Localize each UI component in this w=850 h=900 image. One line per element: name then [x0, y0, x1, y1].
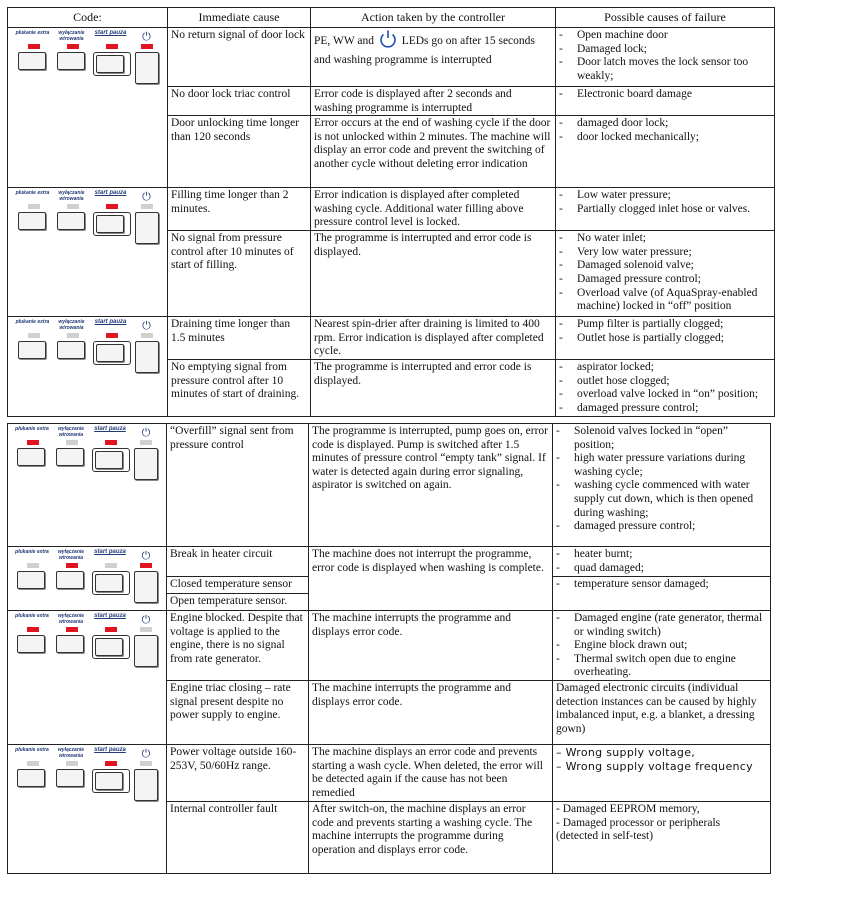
- action-cell: The machine displays an error code and prevents starting a wash cycle. When deleted, the error will be detected again if the cause has not been remedied: [309, 745, 553, 802]
- cause-cell: Power voltage outside 160-253V, 50/60Hz range.: [167, 745, 309, 802]
- code-cell: [8, 317, 168, 417]
- cause-cell: Engine triac closing – rate signal present despite no power supply to engine.: [167, 681, 309, 745]
- power-button-group: [134, 748, 158, 801]
- power-button: [134, 571, 158, 603]
- cause-cell: Engine blocked. Despite that voltage is applied to the engine, there is no signal from rate generator.: [167, 611, 309, 681]
- extra-rinse-button-group: [17, 614, 49, 653]
- cause-cell: Door unlocking time longer than 120 seconds: [168, 116, 311, 188]
- button-label: start pauza: [94, 190, 127, 197]
- led-on-indicator: [106, 333, 118, 338]
- spin-off-button: [57, 341, 85, 359]
- failure-cell: [553, 745, 771, 802]
- extra-rinse-button: [18, 341, 46, 359]
- led-on-indicator: [27, 440, 39, 445]
- failure-item: - Overload valve (of AquaSpray-enabled machine) locked in “off” position: [559, 287, 771, 314]
- action-cell: The programme is interrupted and error code is displayed.: [311, 360, 556, 417]
- failure-item: - Solenoid valves locked in “open” position;: [556, 425, 767, 452]
- code-cell: [8, 188, 168, 317]
- extra-rinse-button: [17, 635, 45, 653]
- led-on-indicator: [105, 627, 117, 632]
- button-label: start pauza: [94, 613, 126, 619]
- button-label: start pauza: [94, 549, 126, 555]
- power-icon: ⏻: [142, 30, 151, 43]
- led-off-indicator: [27, 761, 39, 766]
- failure-item: - Damaged pressure control;: [559, 273, 771, 287]
- led-on-indicator: [66, 563, 78, 568]
- start-pause-button-group: [96, 31, 128, 76]
- power-button: [134, 448, 158, 480]
- action-cell: The machine interrupts the programme and displays error code.: [309, 681, 553, 745]
- failure-item: - Damaged solenoid valve;: [559, 259, 771, 273]
- failure-cell: [556, 231, 775, 317]
- extra-rinse-button: [18, 212, 46, 230]
- failure-line: – Wrong supply voltage,: [556, 746, 696, 759]
- start-pause-button: [96, 215, 124, 233]
- control-panel: [13, 318, 163, 378]
- failure-cell: [556, 28, 775, 87]
- cause-text: Closed temperature sensor: [167, 577, 308, 594]
- button-label: wyłączanie wirowania: [57, 747, 85, 759]
- led-off-indicator: [140, 761, 152, 766]
- failure-item: - Damaged engine (rate generator, thermal or winding switch): [556, 612, 767, 639]
- cause-cell: Draining time longer than 1.5 minutes: [168, 317, 311, 360]
- start-pause-button-group: [95, 614, 127, 659]
- extra-rinse-button: [17, 448, 45, 466]
- start-pause-button: [96, 55, 124, 73]
- extra-rinse-button: [17, 769, 45, 787]
- extra-rinse-button: [17, 571, 45, 589]
- start-pause-button-group: [95, 427, 127, 472]
- power-button: [135, 212, 159, 244]
- power-button-group: [135, 31, 159, 84]
- spin-off-button-group: [56, 614, 88, 653]
- action-text: PE, WW and: [314, 35, 374, 47]
- extra-rinse-button: [18, 52, 46, 70]
- failure-line: - Damaged EEPROM memory,: [556, 803, 700, 815]
- failure-list: [556, 425, 767, 534]
- spin-off-button-group: [57, 191, 89, 230]
- error-table-1: [7, 7, 775, 417]
- failure-item: - high water pressure variations during washing cycle;: [556, 452, 767, 479]
- button-label: start pauza: [94, 426, 126, 432]
- start-pause-button: [95, 772, 123, 790]
- failure-list: [559, 88, 771, 102]
- failure-cell: [553, 802, 771, 874]
- failure-list: [556, 548, 767, 575]
- button-label: wyłączanie wirowania: [58, 190, 85, 202]
- power-icon: ⏻: [141, 426, 151, 439]
- code-cell: [8, 611, 167, 745]
- table-row: [8, 611, 771, 681]
- action-cell: Error indication is displayed after completed washing cycle. Additional water filling above pressure control level is locked.: [311, 188, 556, 231]
- table-row: [8, 745, 771, 802]
- cause-cell: Filling time longer than 2 minutes.: [168, 188, 311, 231]
- cause-cell: No return signal of door lock: [168, 28, 311, 87]
- failure-item: - damaged pressure control;: [556, 520, 767, 534]
- power-button: [135, 52, 159, 84]
- control-panel: [12, 548, 162, 608]
- failure-list: [559, 318, 771, 345]
- cause-cell: No door lock triac control: [168, 87, 311, 116]
- start-pause-button-group: [96, 191, 128, 236]
- cause-cell: No signal from pressure control after 10 minutes of start of filling.: [168, 231, 311, 317]
- led-on-indicator: [140, 563, 152, 568]
- start-pause-frame: [93, 341, 131, 365]
- action-cell: The programme is interrupted, pump goes on, error code is displayed. Pump is switched after 1.5 minutes of pressure control “empty tank” signal. If water is detected again during error signaling, aspirator is switched on again.: [309, 424, 553, 547]
- cause-cell: [167, 577, 309, 611]
- led-on-indicator: [28, 44, 40, 49]
- power-button-group: [134, 614, 158, 667]
- button-label: płukanie extra: [15, 613, 49, 619]
- failure-cell: [556, 188, 775, 231]
- failure-cell: [553, 424, 771, 547]
- power-button-group: [135, 320, 159, 373]
- failure-list: [559, 189, 771, 216]
- table-row: [8, 317, 775, 360]
- button-label: płukanie extra: [15, 426, 49, 432]
- button-label: płukanie extra: [15, 747, 49, 753]
- led-on-indicator: [105, 761, 117, 766]
- action-cell: Error occurs at the end of washing cycle if the door is not unlocked within 2 minutes. The machine will display an error code and prevent the switching of another cycle without deleting error indication: [311, 116, 556, 188]
- start-pause-frame: [92, 635, 130, 659]
- header-action: Action taken by the controller: [311, 8, 556, 28]
- control-panel: [12, 746, 162, 806]
- failure-item: - Door latch moves the lock sensor too weakly;: [559, 56, 771, 83]
- failure-list: [556, 612, 767, 680]
- power-button-group: [135, 191, 159, 244]
- led-on-indicator: [66, 627, 78, 632]
- led-on-indicator: [105, 440, 117, 445]
- start-pause-button: [95, 574, 123, 592]
- code-cell: [8, 745, 167, 874]
- extra-rinse-button-group: [17, 748, 49, 787]
- led-off-indicator: [140, 627, 152, 632]
- failure-cell: [556, 87, 775, 116]
- button-label: start pauza: [94, 747, 126, 753]
- failure-cell: [556, 317, 775, 360]
- start-pause-frame: [93, 212, 131, 236]
- code-cell: [8, 547, 167, 611]
- failure-line: - Damaged processor or peripherals: [556, 816, 721, 829]
- power-button: [134, 769, 158, 801]
- led-on-indicator: [141, 44, 153, 49]
- power-icon: ⏻: [142, 190, 151, 204]
- control-panel: [12, 612, 162, 672]
- start-pause-frame: [92, 448, 130, 472]
- spin-off-button: [56, 769, 84, 787]
- start-pause-button-group: [96, 320, 128, 365]
- code-cell: [8, 424, 167, 547]
- failure-cell: [556, 116, 775, 188]
- action-cell: Nearest spin-drier after draining is limited to 400 rpm. Error indication is displayed after completed cycle.: [311, 317, 556, 360]
- led-off-indicator: [141, 333, 153, 338]
- failure-item: - Electronic board damage: [559, 88, 771, 102]
- table-row: [8, 547, 771, 577]
- led-off-indicator: [28, 204, 40, 209]
- start-pause-button: [96, 344, 124, 362]
- spin-off-button-group: [57, 31, 89, 70]
- led-off-indicator: [141, 204, 153, 209]
- cause-cell: Internal controller fault: [167, 802, 309, 874]
- table-row: [8, 424, 771, 547]
- led-off-indicator: [66, 761, 78, 766]
- start-pause-frame: [92, 769, 130, 793]
- failure-item: - damaged door lock;: [559, 117, 771, 131]
- failure-item: - Engine block drawn out;: [556, 639, 767, 653]
- led-on-indicator: [67, 44, 79, 49]
- led-off-indicator: [27, 563, 39, 568]
- failure-item: - washing cycle commenced with water supply cut down, which is then opened during washing;: [556, 479, 767, 520]
- spin-off-button: [56, 448, 84, 466]
- failure-list: [559, 232, 771, 314]
- spin-off-button-group: [56, 550, 88, 589]
- header-code: Code:: [8, 8, 168, 28]
- button-label: wyłączanie wirowania: [57, 613, 85, 625]
- spin-off-button-group: [56, 427, 88, 466]
- start-pause-frame: [92, 571, 130, 595]
- control-panel: [13, 29, 163, 89]
- power-button-group: [134, 550, 158, 603]
- cause-cell: No emptying signal from pressure control after 10 minutes of start of draining.: [168, 360, 311, 417]
- failure-list: [556, 578, 767, 592]
- start-pause-button-group: [95, 550, 127, 595]
- action-cell: The programme is interrupted and error code is displayed.: [311, 231, 556, 317]
- failure-line: (detected in self-test): [556, 830, 654, 843]
- power-icon: ⏻: [141, 747, 151, 760]
- button-label: płukanie extra: [15, 30, 50, 36]
- button-label: płukanie extra: [15, 319, 50, 326]
- failure-item: - Very low water pressure;: [559, 246, 771, 260]
- action-cell: Error code is displayed after 2 seconds and washing programme is interrupted: [311, 87, 556, 116]
- header-immediate-cause: Immediate cause: [168, 8, 311, 28]
- start-pause-button: [95, 451, 123, 469]
- failure-item: - quad damaged;: [556, 562, 767, 576]
- start-pause-frame: [93, 52, 131, 76]
- led-off-indicator: [67, 333, 79, 338]
- led-off-indicator: [140, 440, 152, 445]
- button-label: wyłączanie wirowania: [58, 319, 85, 331]
- spin-off-button-group: [57, 320, 89, 359]
- failure-cell: [553, 547, 771, 577]
- led-on-indicator: [27, 627, 39, 632]
- error-table-2: [7, 423, 771, 874]
- action-cell: The machine does not interrupt the programme, error code is displayed when washing is complete.: [309, 547, 553, 611]
- spin-off-button: [57, 52, 85, 70]
- failure-item: - No water inlet;: [559, 232, 771, 246]
- button-label: płukanie extra: [15, 549, 49, 555]
- control-panel: [13, 189, 163, 249]
- start-pause-button-group: [95, 748, 127, 793]
- failure-item: - aspirator locked;: [559, 361, 771, 375]
- led-off-indicator: [66, 440, 78, 445]
- table-row: [8, 28, 775, 87]
- power-icon: ⏻: [142, 319, 151, 333]
- failure-cell: [553, 611, 771, 681]
- power-button: [135, 341, 159, 373]
- spin-off-button: [56, 635, 84, 653]
- table-row: [8, 188, 775, 231]
- power-icon: ⏻: [141, 549, 151, 562]
- failure-item: - Low water pressure;: [559, 189, 771, 203]
- failure-list: [559, 117, 771, 144]
- extra-rinse-button-group: [15, 30, 50, 70]
- failure-item: - temperature sensor damaged;: [556, 578, 767, 592]
- power-button: [134, 635, 158, 667]
- button-label: wyłączanie wirowania: [57, 549, 85, 561]
- header-failure-causes: Possible causes of failure: [556, 8, 775, 28]
- action-cell: [311, 28, 556, 87]
- failure-cell: [556, 360, 775, 417]
- spin-off-button: [56, 571, 84, 589]
- spin-off-button: [57, 212, 85, 230]
- action-cell: After switch-on, the machine displays an error code and prevents starting a washing cycle. The machine interrupts the programme during operation and displays error code.: [309, 802, 553, 874]
- extra-rinse-button-group: [15, 319, 50, 359]
- action-text: LEDs go on after 15 seconds and washing programme is interrupted: [314, 35, 535, 66]
- extra-rinse-button-group: [17, 427, 49, 466]
- power-icon: ⏻: [141, 613, 151, 626]
- control-panel: [12, 425, 162, 485]
- code-cell: [8, 28, 168, 188]
- power-icon: [377, 29, 399, 54]
- failure-cell: [553, 577, 771, 611]
- failure-item: - heater burnt;: [556, 548, 767, 562]
- led-off-indicator: [28, 333, 40, 338]
- led-off-indicator: [105, 563, 117, 568]
- failure-item: - damaged pressure control;: [559, 402, 771, 416]
- power-button-group: [134, 427, 158, 480]
- failure-line: – Wrong supply voltage frequency: [556, 759, 753, 773]
- failure-item: - door locked mechanically;: [559, 131, 771, 145]
- cause-cell: “Overfill” signal sent from pressure control: [167, 424, 309, 547]
- failure-item: - Open machine door: [559, 29, 771, 43]
- extra-rinse-button-group: [15, 190, 50, 230]
- failure-item: - Thermal switch open due to engine overheating.: [556, 653, 767, 680]
- failure-item: - Partially clogged inlet hose or valves.: [559, 203, 771, 217]
- button-label: wyłączanie wirowania: [57, 426, 85, 438]
- button-label: płukanie extra: [15, 190, 50, 197]
- cause-cell: Break in heater circuit: [167, 547, 309, 577]
- led-on-indicator: [106, 204, 118, 209]
- failure-item: - overload valve locked in “on” position;: [559, 388, 771, 402]
- extra-rinse-button-group: [17, 550, 49, 589]
- led-on-indicator: [106, 44, 118, 49]
- header-row: [8, 8, 775, 28]
- start-pause-button: [95, 638, 123, 656]
- failure-item: - outlet hose clogged;: [559, 375, 771, 389]
- failure-cell: Damaged electronic circuits (individual detection instances can be caused by highly imbalanced input, e.g. a blanket, a dressing gown): [553, 681, 771, 745]
- button-label: start pauza: [94, 30, 127, 36]
- led-off-indicator: [67, 204, 79, 209]
- failure-list: [559, 29, 771, 83]
- cause-text: Open temperature sensor.: [170, 594, 288, 607]
- failure-list: [559, 361, 771, 415]
- failure-item: - Damaged lock;: [559, 43, 771, 57]
- button-label: wyłączanie wirowania: [58, 30, 85, 42]
- button-label: start pauza: [94, 319, 127, 326]
- failure-item: - Pump filter is partially clogged;: [559, 318, 771, 332]
- failure-item: - Outlet hose is partially clogged;: [559, 332, 771, 346]
- action-cell: The machine interrupts the programme and displays error code.: [309, 611, 553, 681]
- spin-off-button-group: [56, 748, 88, 787]
